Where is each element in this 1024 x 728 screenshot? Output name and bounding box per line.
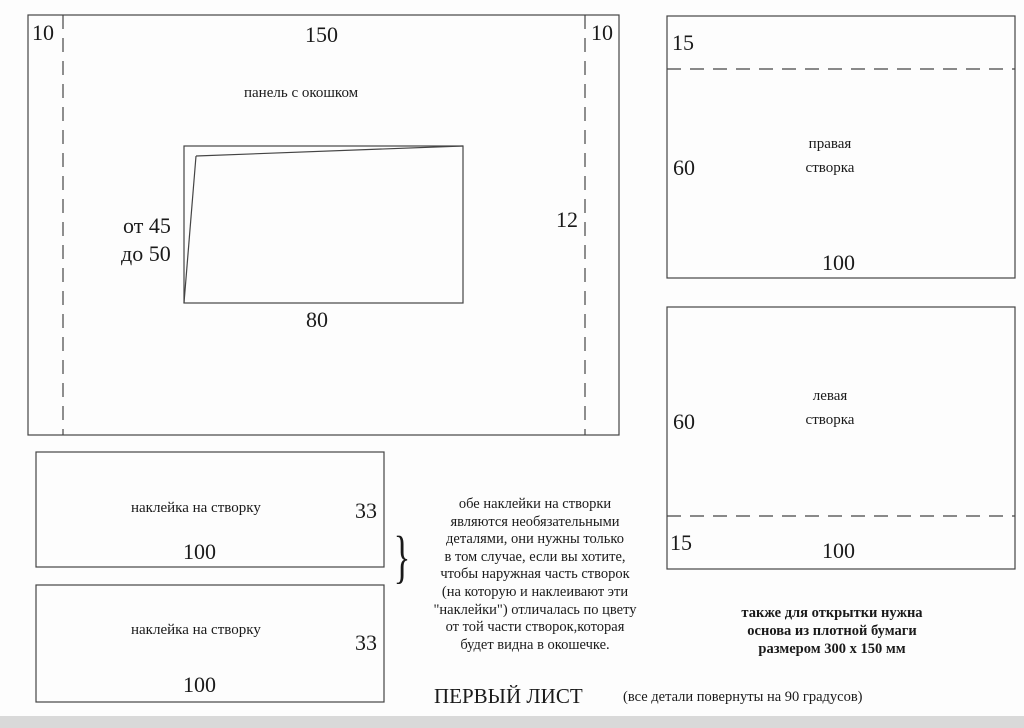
note-line: "наклейки") отличалась по цвету (433, 601, 637, 618)
window-width: 80 (306, 307, 328, 332)
base-note-line: основа из плотной бумаги (747, 623, 917, 639)
right-flap-width: 100 (822, 250, 855, 275)
left-flap-label-2: створка (805, 412, 855, 428)
sticker-2-height: 33 (355, 630, 377, 655)
right-flap-label-2: створка (805, 160, 855, 176)
panel-side-height: 12 (556, 207, 578, 232)
note-line: чтобы наружная часть створок (440, 566, 630, 583)
window-slant-edge (184, 156, 196, 303)
window-top-slant-edge (196, 146, 463, 156)
sticker-2-width: 100 (183, 672, 216, 697)
base-note-line: также для открытки нужна (741, 605, 923, 621)
left-flap-width: 100 (822, 538, 855, 563)
panel-right-margin: 10 (591, 20, 613, 45)
sticker-1-height: 33 (355, 498, 377, 523)
note-line: обе наклейки на створки (458, 496, 612, 512)
left-flap-outline (667, 307, 1015, 569)
scan-edge (0, 716, 1024, 728)
panel-label: панель с окошком (244, 85, 359, 101)
sticker-1-width: 100 (183, 539, 216, 564)
note-line: являются необязательными (450, 513, 620, 530)
panel-left-margin: 10 (32, 20, 54, 45)
note-line: в том случае, если вы хотите, (444, 548, 626, 565)
left-flap-fold: 15 (670, 530, 692, 555)
note-line: от той части створок,которая (445, 619, 625, 636)
sticker-2-label: наклейка на створку (131, 622, 261, 638)
sticker-1-label: наклейка на створку (131, 500, 261, 516)
right-flap-fold: 15 (672, 30, 694, 55)
panel-width: 150 (305, 22, 338, 47)
base-note-line: размером 300 х 150 мм (758, 641, 906, 657)
right-flap-height: 60 (673, 155, 695, 180)
right-flap-label-1: правая (808, 136, 852, 152)
left-flap-height: 60 (673, 409, 695, 434)
sheet-title: ПЕРВЫЙ ЛИСТ (434, 684, 583, 708)
left-flap-label-1: левая (812, 388, 848, 404)
window-height-to: до 50 (121, 241, 171, 266)
note-brace: } (393, 524, 411, 589)
note-line: (на которую и наклеивают эти (441, 583, 629, 600)
sheet-subtitle: (все детали повернуты на 90 градусов) (623, 689, 863, 705)
note-line: будет видна в окошечке. (460, 636, 610, 653)
window-outline (184, 146, 463, 303)
window-height-from: от 45 (123, 213, 171, 238)
note-line: деталями, они нужны только (446, 531, 624, 548)
base-note (672, 604, 992, 658)
stickers-note (400, 496, 670, 654)
panel-outline (28, 15, 619, 435)
